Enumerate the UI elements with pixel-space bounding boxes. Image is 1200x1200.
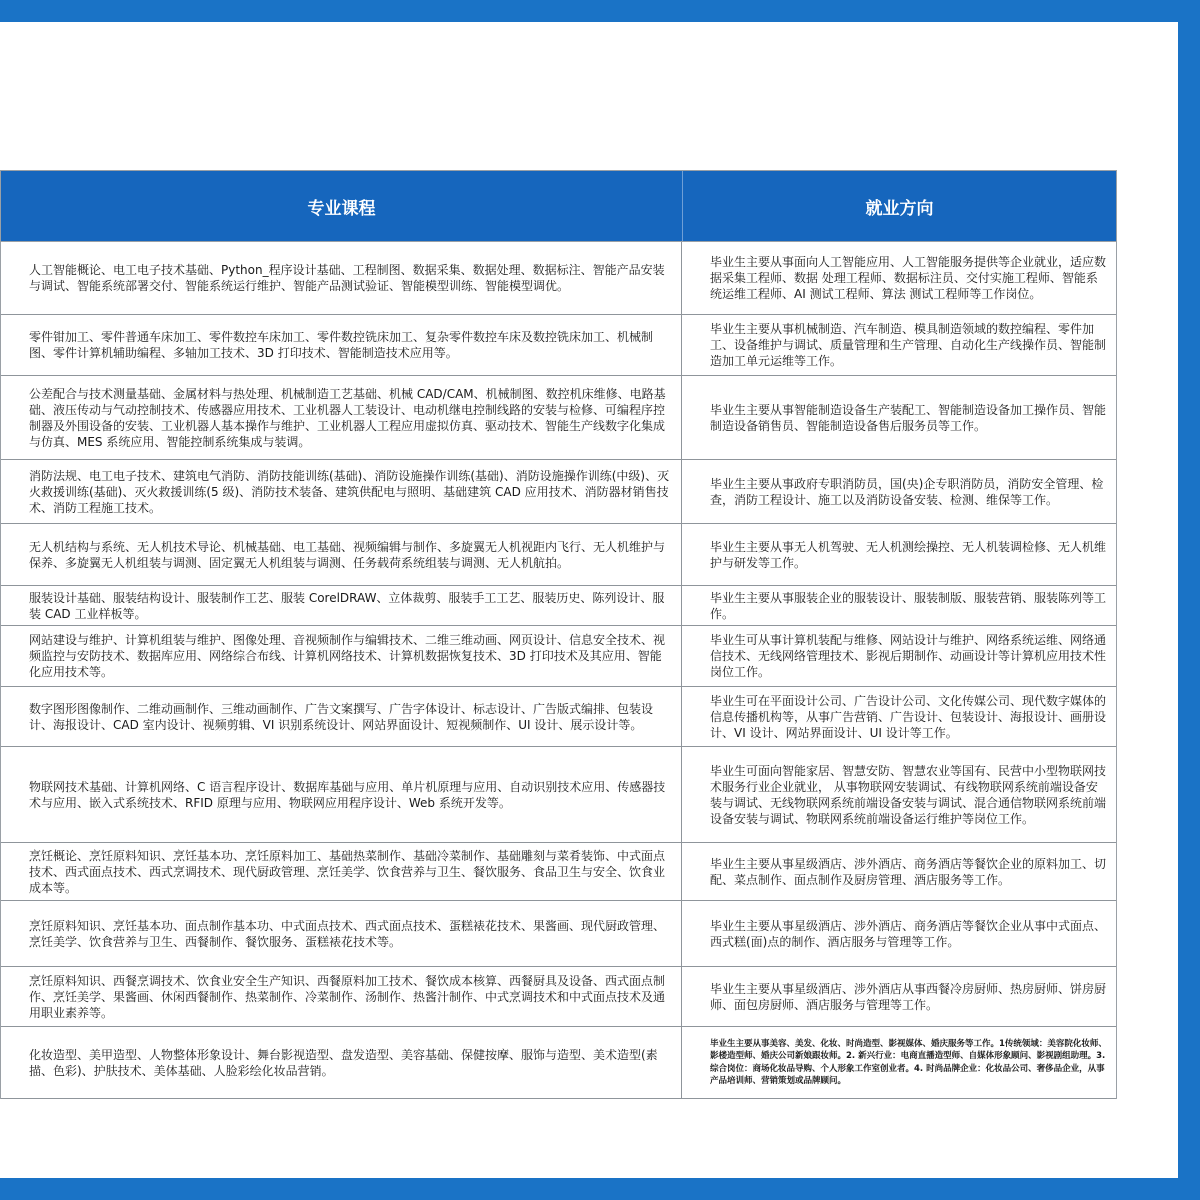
- top-accent-bar: [0, 0, 1200, 22]
- course-cell: 人工智能概论、电工电子技术基础、Python_程序设计基础、工程制图、数据采集、数据处理、数据标注、智能产品安装与调试、智能系统部署交付、智能系统运行维护、智能产品测试验证、智能模型训练、智能模型调优。: [1, 242, 682, 314]
- course-cell: 化妆造型、美甲造型、人物整体形象设计、舞台影视造型、盘发造型、美容基础、保健按摩、服饰与造型、美术造型(素描、色彩)、护肤技术、美体基础、人脸彩绘化妆品营销。: [1, 1027, 682, 1098]
- table-row: [1, 586, 1116, 626]
- job-cell: 毕业生主要从事服装企业的服装设计、服装制版、服装营销、服装陈列等工作。: [710, 590, 1107, 621]
- job-cell: 毕业生主要从事星级酒店、涉外酒店从事西餐冷房厨师、热房厨师、饼房厨师、面包房厨师、酒店服务与管理等工作。: [710, 981, 1107, 1012]
- table-row: [1, 626, 1116, 687]
- job-cell: 毕业生可从事计算机装配与维修、网站设计与维护、网络系统运维、网络通信技术、无线网络管理技术、影视后期制作、动画设计等计算机应用技术性岗位工作。: [710, 633, 1107, 679]
- course-cell: 物联网技术基础、计算机网络、C 语言程序设计、数据库基础与应用、单片机原理与应用、自动识别技术应用、传感器技术与应用、嵌入式系统技术、RFID 原理与应用、物联网应用程序设计、Web 系统开发等。: [1, 747, 682, 842]
- table-row: [1, 901, 1116, 967]
- course-cell: 公差配合与技术测量基础、金属材料与热处理、机械制造工艺基础、机械 CAD/CAM、机械制图、数控机床维修、电路基础、液压传动与气动控制技术、传感器应用技术、工业机器人工装设计、电动机继电控制线路的安装与检修、可编程序控制器及外围设备的安装、工业机器人基本操作与维护、工业机器人工程应用虚拟仿真、驱动技术、智能生产线数字化集成与仿真、MES 系统应用、智能控制系统集成与装调。: [1, 376, 682, 459]
- course-job-table: [0, 170, 1117, 1099]
- header-jobs: 就业方向: [865, 198, 934, 219]
- right-accent-bar: [1178, 0, 1200, 1200]
- table-row: [1, 460, 1116, 524]
- job-cell: 毕业生主要从事政府专职消防员，国(央)企专职消防员，消防安全管理、检查，消防工程设计、施工以及消防设备安装、检测、维保等工作。: [710, 476, 1104, 507]
- table-row: [1, 1027, 1116, 1099]
- job-cell: 毕业生主要从事机械制造、汽车制造、模具制造领域的数控编程、零件加工、设备维护与调试、质量管理和生产管理、自动化生产线操作员、智能制造加工单元运维等工作。: [710, 322, 1107, 368]
- job-cell: 毕业生主要从事面向人工智能应用、人工智能服务提供等企业就业，适应数据采集工程师、数据 处理工程师、数据标注员、交付实施工程师、智能系统运维工程师、AI 测试工程师、算法 测试工程师等工作岗位。: [710, 255, 1107, 301]
- table-row: [1, 747, 1116, 843]
- table-row: [1, 315, 1116, 376]
- job-cell: 毕业生可在平面设计公司、广告设计公司、文化传媒公司、现代数字媒体的信息传播机构等，从事广告营销、广告设计、包装设计、海报设计、画册设计、VI 设计、网站界面设计、UI 设计等工作。: [710, 693, 1107, 740]
- job-cell: 毕业生主要从事无人机驾驶、无人机测绘操控、无人机装调检修、无人机维护与研发等工作。: [710, 539, 1107, 570]
- header-courses: 专业课程: [1, 171, 683, 241]
- course-cell: 消防法规、电工电子技术、建筑电气消防、消防技能训练(基础)、消防设施操作训练(基础)、消防设施操作训练(中级)、灭火救援训练(基础)、灭火救援训练(5 级)、消防技术装备、建筑供配电与照明、基础建筑 CAD 应用技术、消防器材销售技术、消防工程施工技术。: [1, 460, 682, 523]
- job-cell: 毕业生可面向智能家居、智慧安防、智慧农业等国有、民营中小型物联网技术服务行业企业就业， 从事物联网安装调试、有线物联网系统前端设备安装与调试、无线物联网系统前端设备安装与调试、混合通信物联网系统前端设备安装与调试、物联网系统前端设备运行维护等岗位工作。: [710, 763, 1107, 826]
- course-cell: 零件钳加工、零件普通车床加工、零件数控车床加工、零件数控铣床加工、复杂零件数控车床及数控铣床加工、机械制图、零件计算机辅助编程、多轴加工技术、3D 打印技术、智能制造技术应用等。: [1, 315, 682, 375]
- job-cell: 毕业生主要从事星级酒店、涉外酒店、商务酒店等餐饮企业从事中式面点、西式糕(面)点的制作、酒店服务与管理等工作。: [710, 918, 1107, 949]
- course-cell: 无人机结构与系统、无人机技术导论、机械基础、电工基础、视频编辑与制作、多旋翼无人机视距内飞行、无人机维护与保养、多旋翼无人机组装与调测、固定翼无人机组装与调测、任务载荷系统组装与调测、无人机航拍。: [1, 524, 682, 585]
- course-cell: 数字图形图像制作、二维动画制作、三维动画制作、广告文案撰写、广告字体设计、标志设计、广告版式编排、包装设计、海报设计、CAD 室内设计、视频剪辑、VI 识别系统设计、网站界面设计、短视频制作、UI 设计、展示设计等。: [1, 687, 682, 746]
- job-cell: 毕业生主要从事星级酒店、涉外酒店、商务酒店等餐饮企业的原料加工、切配、菜点制作、面点制作及厨房管理、酒店服务等工作。: [710, 856, 1107, 887]
- course-cell: 网站建设与维护、计算机组装与维护、图像处理、音视频制作与编辑技术、二维三维动画、网页设计、信息安全技术、视频监控与安防技术、数据库应用、网络综合布线、计算机网络技术、计算机数据恢复技术、3D 打印技术及其应用、智能化应用技术等。: [1, 626, 682, 686]
- table-row: [1, 967, 1116, 1027]
- course-cell: 烹饪概论、烹饪原料知识、烹饪基本功、烹饪原料加工、基础热菜制作、基础冷菜制作、基础雕刻与菜肴装饰、中式面点技术、西式面点技术、西式烹调技术、现代厨政管理、烹饪美学、饮食营养与卫生、餐饮服务、食品卫生与安全、饮食业成本等。: [1, 843, 682, 900]
- bottom-accent-bar: [0, 1178, 1200, 1200]
- course-cell: 烹饪原料知识、西餐烹调技术、饮食业安全生产知识、西餐原料加工技术、餐饮成本核算、西餐厨具及设备、西式面点制作、烹饪美学、果酱画、休闲西餐制作、热菜制作、冷菜制作、汤制作、热酱汁制作、中式烹调技术和中式面点技术及通用职业素养等。: [1, 967, 682, 1026]
- course-cell: 服装设计基础、服装结构设计、服装制作工艺、服装 CorelDRAW、立体裁剪、服装手工工艺、服装历史、陈列设计、服装 CAD 工业样板等。: [1, 586, 682, 625]
- table-row: [1, 687, 1116, 747]
- table-row: [1, 376, 1116, 460]
- course-cell: 烹饪原料知识、烹饪基本功、面点制作基本功、中式面点技术、西式面点技术、蛋糕裱花技术、果酱画、现代厨政管理、烹饪美学、饮食营养与卫生、西餐制作、餐饮服务、蛋糕裱花技术等。: [1, 901, 682, 966]
- job-cell: 毕业生主要从事美容、美发、化妆、时尚造型、影视媒体、婚庆服务等工作。1传统领域：美容院化妆师、影楼造型师、婚庆公司新娘跟妆师。2. 新兴行业：电商直播造型师、自媒体形象顾问、影视剧组助理。3. 综合岗位：商场化妆品导购、个人形象工作室创业者。4. 时尚品牌企业：化妆品公司、奢侈品企业，从事产品培训师、营销策划或品牌顾问。: [710, 1038, 1107, 1086]
- table-row: [1, 242, 1116, 315]
- table-row: [1, 524, 1116, 586]
- table-body: [0, 242, 1117, 1099]
- table-header: [0, 170, 1117, 242]
- job-cell: 毕业生主要从事智能制造设备生产装配工、智能制造设备加工操作员、智能制造设备销售员、智能制造设备售后服务员等工作。: [710, 402, 1107, 433]
- table-row: [1, 843, 1116, 901]
